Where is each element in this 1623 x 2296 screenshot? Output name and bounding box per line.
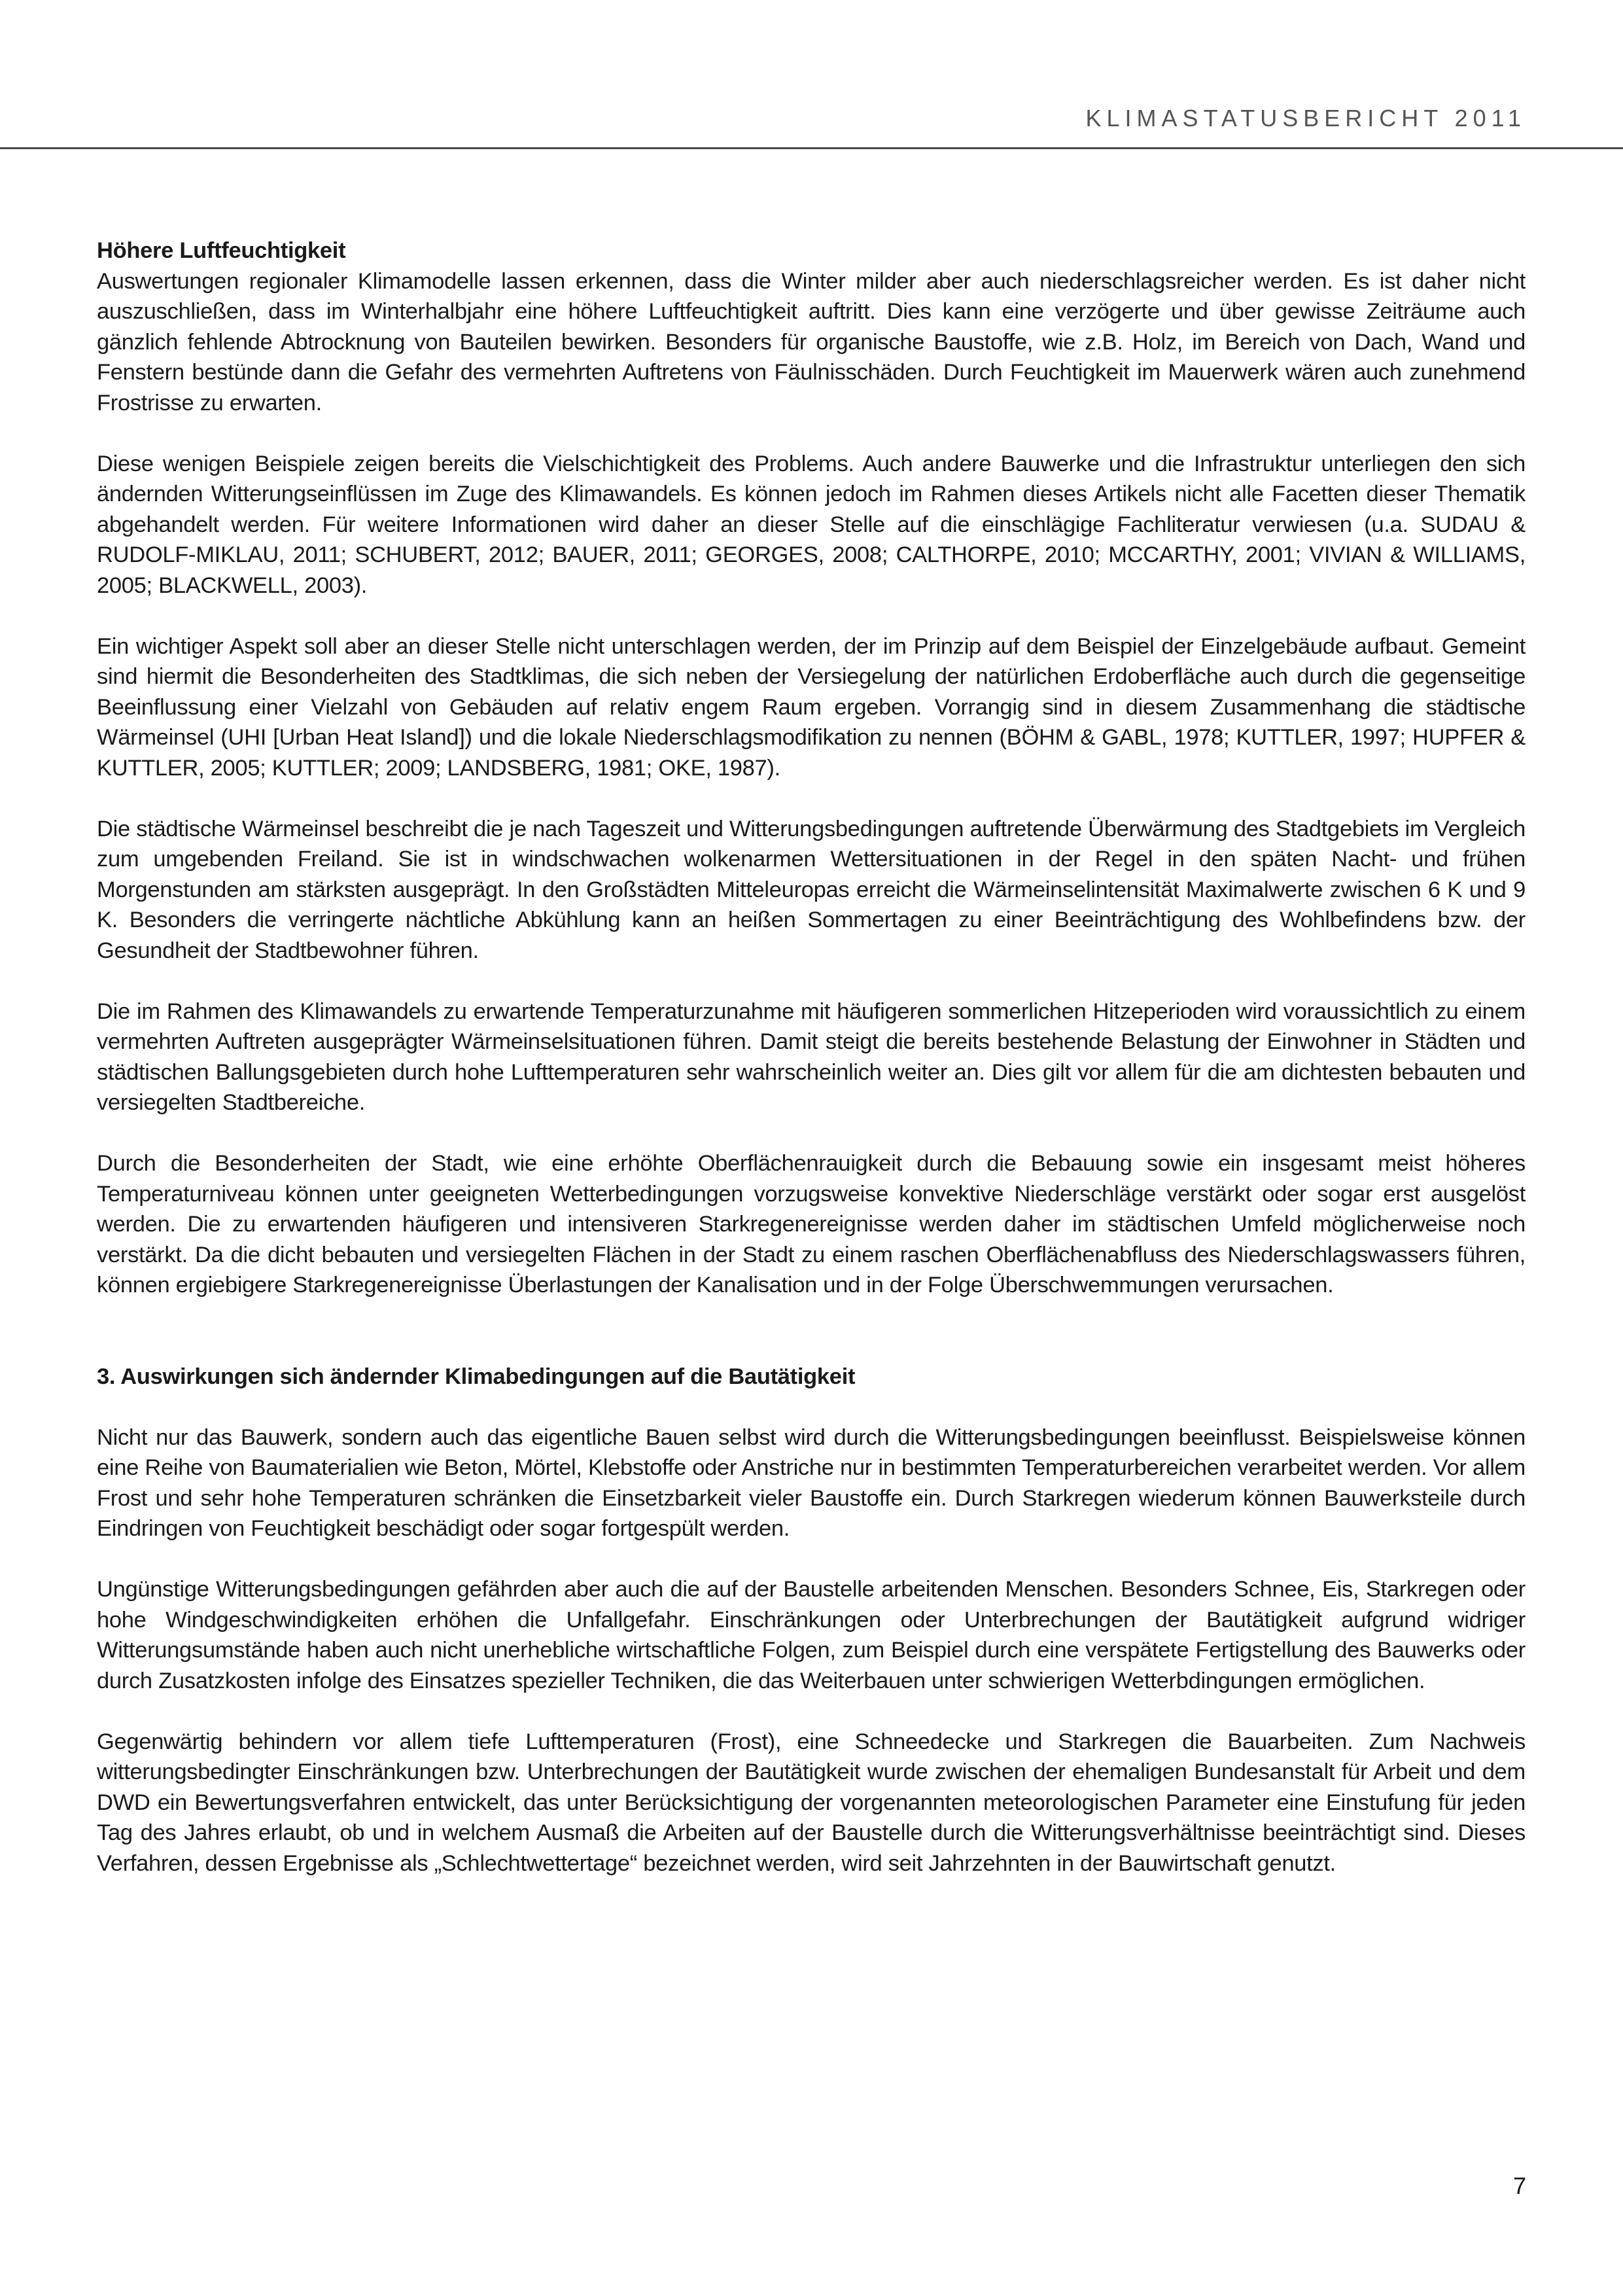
running-header-title: KLIMASTATUSBERICHT 2011	[1085, 105, 1526, 132]
paragraph: Gegenwärtig behindern vor allem tiefe Lufttemperaturen (Frost), eine Schneedecke und Starkregen die Bauarbeiten. Zum Nachweis witterungsbedingter Einschränkungen bzw. Unterbrechungen der Bautätigkeit wurde zwischen der ehemaligen Bundesanstalt für Arbeit und dem DWD ein Bewertungsverfahren entwickelt, das unter Berücksichtigung der vorgenannten meteorologischen Parameter eine Einstufung für jeden Tag des Jahres erlaubt, ob und in welchem Ausmaß die Arbeiten auf der Baustelle durch die Witterungsverhältnisse beeinträchtigt sind. Dieses Verfahren, dessen Ergebnisse als „Schlechtwettertage“ bezeichnet werden, wird seit Jahrzehnten in der Bauwirtschaft genutzt.	[97, 1729, 1526, 1876]
section-heading-3: 3. Auswirkungen sich ändernder Klimabedingungen auf die Bautätigkeit	[97, 1364, 856, 1389]
paragraph: Diese wenigen Beispiele zeigen bereits die Vielschichtigkeit des Problems. Auch andere Bauwerke und die Infrastruktur unterliegen den sich ändernden Witterungseinflüssen im Zuge des Klimawandels. Es können jedoch im Rahmen dieses Artikels nicht alle Facetten dieser Thematik abgehandelt werden. Für weitere Informationen wird daher an dieser Stelle auf die einschlägige Fachliteratur verwiesen (u.a. SUDAU & RUDOLF-MIKLAU, 2011; SCHUBERT, 2012; BAUER, 2011; GEORGES, 2008; CALTHORPE, 2010; MCCARTHY, 2001; VIVIAN & WILLIAMS, 2005; BLACKWELL, 2003).	[97, 451, 1526, 598]
subheading-hoehere-luftfeuchtigkeit: Höhere Luftfeuchtigkeit	[97, 238, 346, 263]
paragraph: Durch die Besonderheiten der Stadt, wie eine erhöhte Oberflächenrauigkeit durch die Bebauung sowie ein insgesamt meist höheres Temperaturniveau können unter geeigneten Wetterbedingungen vorzugsweise konvektive Niederschläge verstärkt oder sogar erst ausgelöst werden. Die zu erwartenden häufigeren und intensiveren Starkregenereignisse werden daher im städtischen Umfeld möglicherweise noch verstärkt. Da die dicht bebauten und versiegelten Flächen in der Stadt zu einem raschen Oberflächenabfluss des Niederschlagswassers führen, können ergiebigere Starkregenereignisse Überlastungen der Kanalisation und in der Folge Überschwemmungen verursachen.	[97, 1151, 1526, 1298]
paragraph: Auswertungen regionaler Klimamodelle lassen erkennen, dass die Winter milder aber auch niederschlagsreicher werden. Es ist daher nicht auszuschließen, dass im Winterhalbjahr eine höhere Luftfeuchtigkeit auftritt. Dies kann eine verzögerte und über gewisse Zeiträume auch gänzlich fehlende Abtrocknung von Bauteilen bewirken. Besonders für organische Baustoffe, wie z.B. Holz, im Bereich von Dach, Wand und Fenstern bestünde dann die Gefahr des vermehrten Auftretens von Fäulnisschäden. Durch Feuchtigkeit im Mauerwerk wären auch zunehmend Frostrisse zu erwarten.	[97, 268, 1526, 415]
paragraph: Nicht nur das Bauwerk, sondern auch das eigentliche Bauen selbst wird durch die Witterungsbedingungen beeinflusst. Beispielsweise können eine Reihe von Baumaterialien wie Beton, Mörtel, Klebstoffe oder Anstriche nur in bestimmten Temperaturbereichen verarbeitet werden. Vor allem Frost und sehr hohe Temperaturen schränken die Einsetzbarkeit vieler Baustoffe ein. Durch Starkregen wiederum können Bauwerksteile durch Eindringen von Feuchtigkeit beschädigt oder sogar fortgespült werden.	[97, 1424, 1526, 1541]
paragraph: Die im Rahmen des Klimawandels zu erwartende Temperaturzunahme mit häufigeren sommerlichen Hitzeperioden wird voraussichtlich zu einem vermehrten Auftreten ausgeprägter Wärmeinselsituationen führen. Damit steigt die bereits bestehende Belastung der Einwohner in Städten und städtischen Ballungsgebieten durch hohe Lufttemperaturen sehr wahrscheinlich weiter an. Dies gilt vor allem für die am dichtesten bebauten und versiegelten Stadtbereiche.	[97, 998, 1526, 1115]
page-body	[97, 236, 1526, 1909]
paragraph: Ein wichtiger Aspekt soll aber an dieser Stelle nicht unterschlagen werden, der im Prinzip auf dem Beispiel der Einzelgebäude aufbaut. Gemeint sind hiermit die Besonderheiten des Stadtklimas, die sich neben der Versiegelung der natürlichen Erdoberfläche auch durch die gegenseitige Beeinflussung einer Vielzahl von Gebäuden auf relativ engem Raum ergeben. Vorrangig sind in diesem Zusammenhang die städtische Wärmeinsel (UHI [Urban Heat Island]) und die lokale Niederschlagsmodifikation zu nennen (BÖHM & GABL, 1978; KUTTLER, 1997; HUPFER & KUTTLER, 2005; KUTTLER; 2009; LANDSBERG, 1981; OKE, 1987).	[97, 633, 1526, 781]
header-rule	[0, 147, 1623, 149]
paragraph: Ungünstige Witterungsbedingungen gefährden aber auch die auf der Baustelle arbeitenden Menschen. Besonders Schnee, Eis, Starkregen oder hohe Windgeschwindigkeiten erhöhen die Unfallgefahr. Einschränkungen oder Unterbrechungen der Bautätigkeit aufgrund widriger Witterungsumstände haben auch nicht unerhebliche wirtschaftliche Folgen, zum Beispiel durch eine verspätete Fertigstellung des Bauwerks oder durch Zusatzkosten infolge des Einsatzes spezieller Techniken, die das Weiterbauen unter schwierigen Wetterbdingungen ermöglichen.	[97, 1577, 1526, 1693]
paragraph: Die städtische Wärmeinsel beschreibt die je nach Tageszeit und Witterungsbedingungen auftretende Überwärmung des Stadtgebiets im Vergleich zum umgebenden Freiland. Sie ist in windschwachen wolkenarmen Wettersituationen in der Regel in den späten Nacht- und frühen Morgenstunden am stärksten ausgeprägt. In den Großstädten Mitteleuropas erreicht die Wärmeinselintensität Maximalwerte zwischen 6 K und 9 K. Besonders die verringerte nächtliche Abkühlung kann an heißen Sommertagen zu einer Beeinträchtigung des Wohlbefindens bzw. der Gesundheit der Stadtbewohner führen.	[97, 816, 1526, 963]
page-number: 7	[1512, 2172, 1526, 2199]
